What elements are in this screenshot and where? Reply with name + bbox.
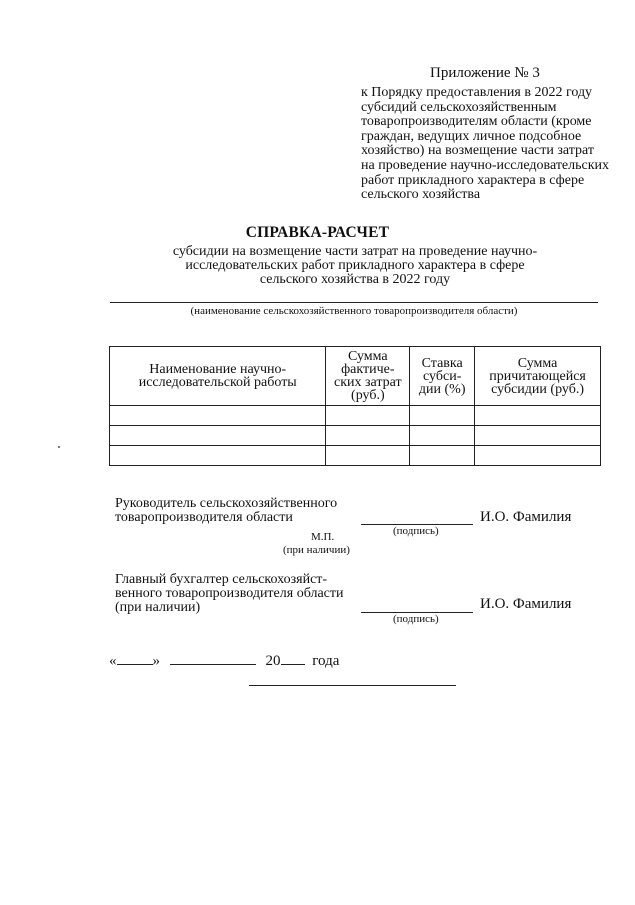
date-year-suffix: года — [312, 653, 340, 669]
accountant-name: И.О. Фамилия — [480, 596, 572, 612]
date-month-field[interactable] — [170, 652, 256, 665]
table-row — [110, 426, 601, 446]
appendix-number: Приложение № 3 — [430, 65, 540, 81]
table-cell[interactable] — [410, 406, 475, 426]
header-subsidy-amount: Сумма причитающейся субсидии (руб.) — [475, 347, 601, 406]
accountant-signature-caption: (подпись) — [393, 613, 439, 625]
appendix-reference — [361, 86, 611, 203]
date-line — [109, 652, 339, 670]
appendix-line: сельского хозяйства — [361, 187, 481, 203]
appendix-line: субсидий сельскохозяйственным — [361, 99, 557, 115]
subtitle-line: субсидии на возмещение части затрат на проведение научно- — [172, 244, 538, 259]
subtitle-line: сельского хозяйства в 2022 году — [259, 272, 451, 287]
table-cell[interactable] — [326, 446, 410, 466]
table-cell[interactable] — [110, 406, 326, 426]
table-cell[interactable] — [326, 426, 410, 446]
table-row — [110, 406, 601, 426]
table-cell[interactable] — [475, 446, 601, 466]
stamp-label: М.П. — [311, 531, 335, 543]
date-day-field[interactable] — [117, 652, 153, 665]
document-title: СПРАВКА-РАСЧЕТ — [245, 224, 390, 241]
scan-speck — [58, 446, 60, 448]
table-cell[interactable] — [410, 426, 475, 446]
appendix-line: товаропроизводителям области (кроме — [361, 114, 592, 130]
table-header-row — [110, 347, 601, 406]
date-year-prefix: 20 — [265, 653, 281, 669]
appendix-line: граждан, ведущих личное подсобное — [361, 128, 582, 144]
appendix-line: хозяйство) на возмещение части затрат — [361, 143, 594, 159]
table-cell[interactable] — [110, 446, 326, 466]
date-open-quote: « — [109, 653, 117, 669]
header-subsidy-rate: Ставка субси- дии (%) — [410, 347, 475, 406]
table-cell[interactable] — [410, 446, 475, 466]
subtitle-line: исследовательских работ прикладного характера в сфере — [185, 258, 525, 273]
org-name-field[interactable] — [110, 302, 598, 303]
appendix-line: на проведение научно-исследовательских — [361, 157, 610, 173]
table-cell[interactable] — [110, 426, 326, 446]
head-signature-caption: (подпись) — [393, 525, 439, 537]
date-close-quote: » — [152, 653, 160, 669]
accountant-signature-label: Главный бухгалтер сельскохозяйст- венного товаропроизводителя области (при наличии) — [115, 572, 344, 615]
head-signature-label: Руководитель сельскохозяйственного товаропроизводителя области — [115, 496, 338, 525]
header-actual-costs: Сумма фактиче- ских затрат (руб.) — [326, 347, 410, 406]
head-name: И.О. Фамилия — [480, 509, 572, 525]
header-work-name: Наименование научно- исследовательской работы — [110, 347, 326, 406]
org-name-caption: (наименование сельскохозяйственного товаропроизводителя области) — [190, 305, 518, 317]
document-subtitle — [110, 245, 600, 287]
calculation-table — [109, 346, 601, 466]
table-cell[interactable] — [326, 406, 410, 426]
bottom-rule — [249, 685, 456, 686]
date-year-field[interactable] — [281, 652, 305, 665]
table-cell[interactable] — [475, 426, 601, 446]
table-row — [110, 446, 601, 466]
appendix-line: работ прикладного характера в сфере — [361, 172, 585, 188]
stamp-note: (при наличии) — [283, 544, 350, 556]
appendix-line: к Порядку предоставления в 2022 году — [361, 85, 593, 100]
table-cell[interactable] — [475, 406, 601, 426]
